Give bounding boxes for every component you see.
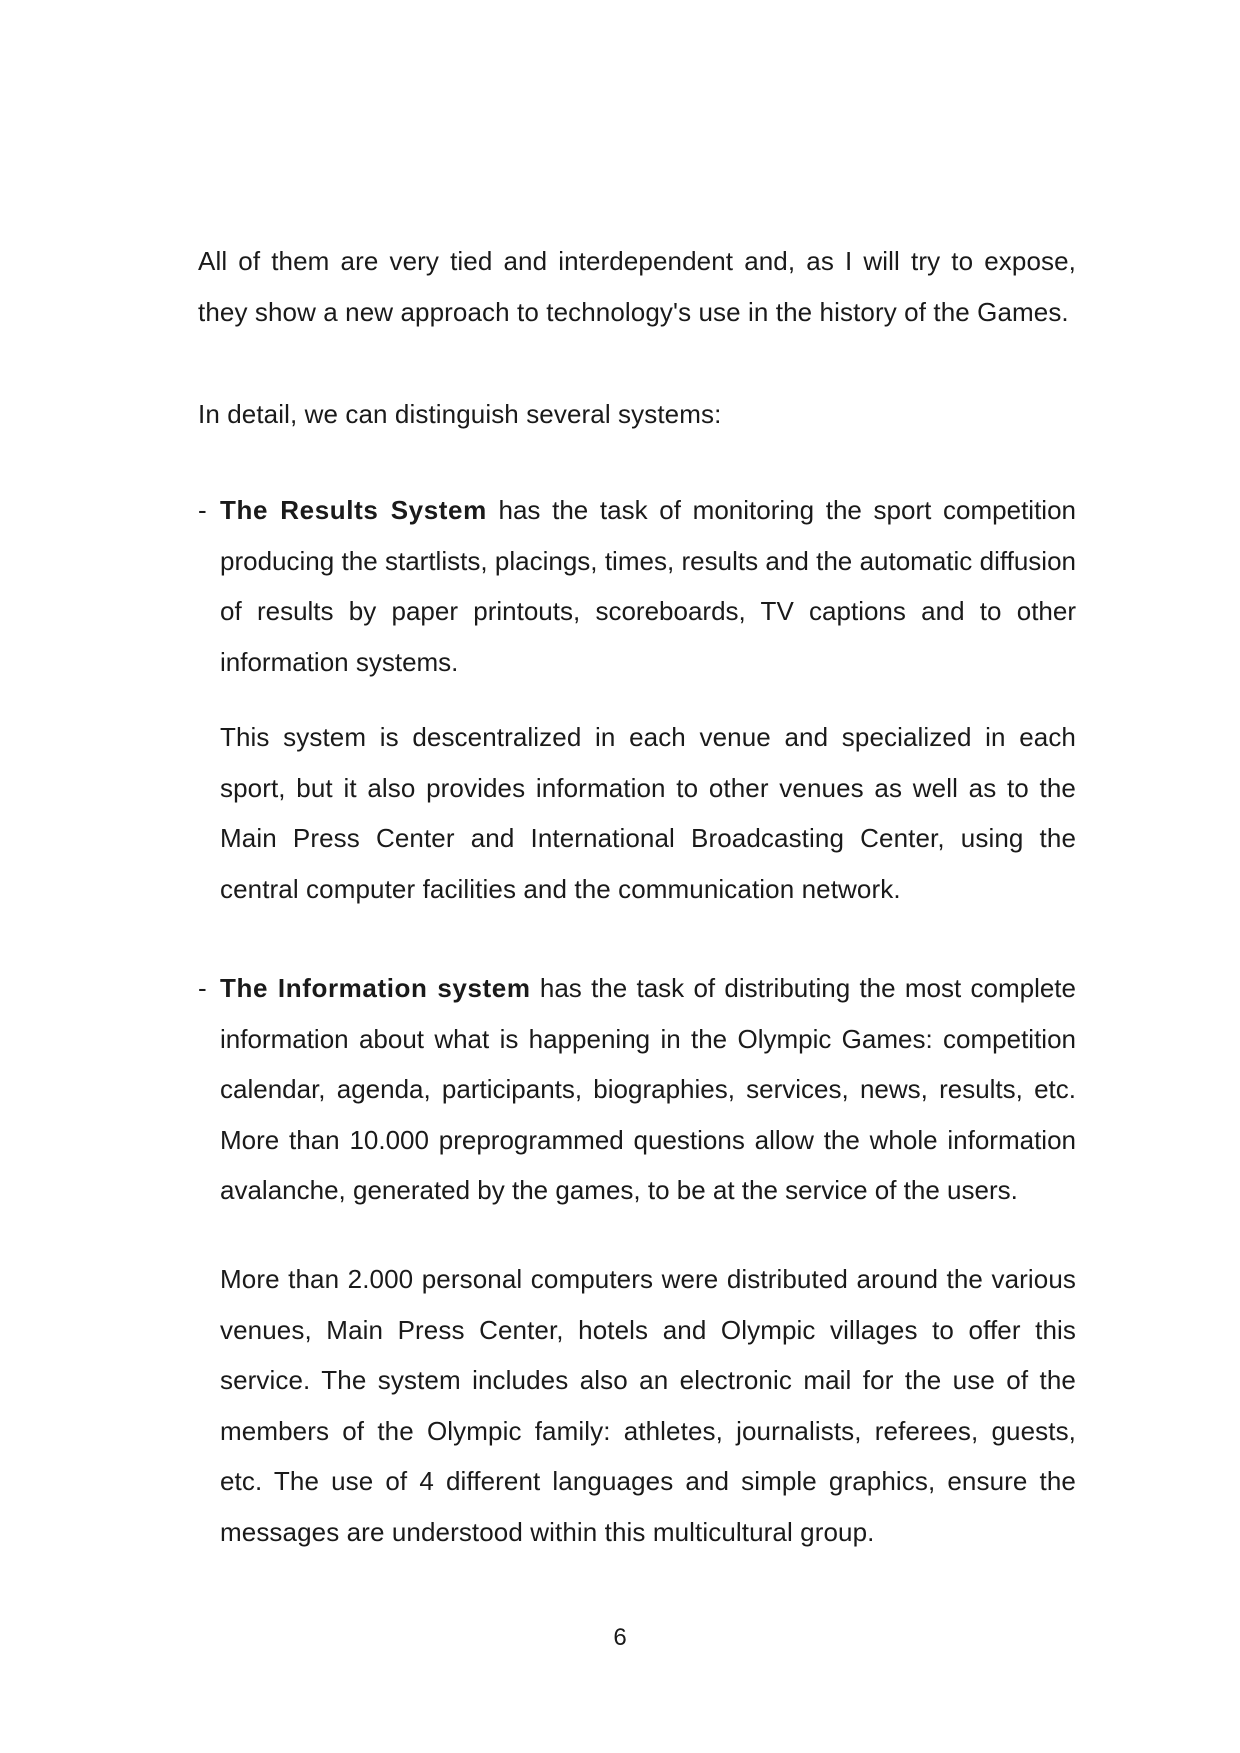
detail-intro-paragraph: In detail, we can distinguish several systems: xyxy=(198,399,722,429)
results-system-text: has the task of monitoring the sport competition producing the startlists, placings, times, results and the automatic diffusion of results by paper printouts, scoreboards, TV captions and to other information systems. xyxy=(220,495,1077,677)
list-bullet: - xyxy=(198,973,207,1003)
intro-paragraph: All of them are very tied and interdependent and, as I will try to expose, they show a new approach to technology's use in the history of the Games. xyxy=(198,246,1076,327)
results-system-paragraph: This system is descentralized in each venue and specialized in each sport, but it also provides information to other venues as well as to the Main Press Center and International Broadcasting Center, using the central computer facilities and the communication network. xyxy=(220,722,1076,904)
results-system-item xyxy=(198,485,1076,687)
information-system-paragraph: More than 2.000 personal computers were distributed around the various venues, Main Press Center, hotels and Olympic villages to offer this service. The system includes also an electronic mail for the use of the members of the Olympic family: athletes, journalists, referees, guests, etc. The use of 4 different languages and simple graphics, ensure the messages are understood within this multicultural group. xyxy=(220,1264,1076,1547)
information-system-item xyxy=(198,963,1076,1216)
information-system-term: The Information system xyxy=(220,973,531,1003)
list-bullet: - xyxy=(198,495,207,525)
information-system-text: has the task of distributing the most complete information about what is happening in the Olympic Games: competition calendar, agenda, participants, biographies, services, news, results, etc. More than 10.000 preprogrammed questions allow the whole information avalanche, generated by the games, to be at the service of the users. xyxy=(220,973,1076,1205)
results-system-body xyxy=(220,485,1076,687)
page-number: 6 xyxy=(613,1624,627,1651)
information-system-body xyxy=(220,963,1076,1216)
results-system-term: The Results System xyxy=(220,495,487,525)
